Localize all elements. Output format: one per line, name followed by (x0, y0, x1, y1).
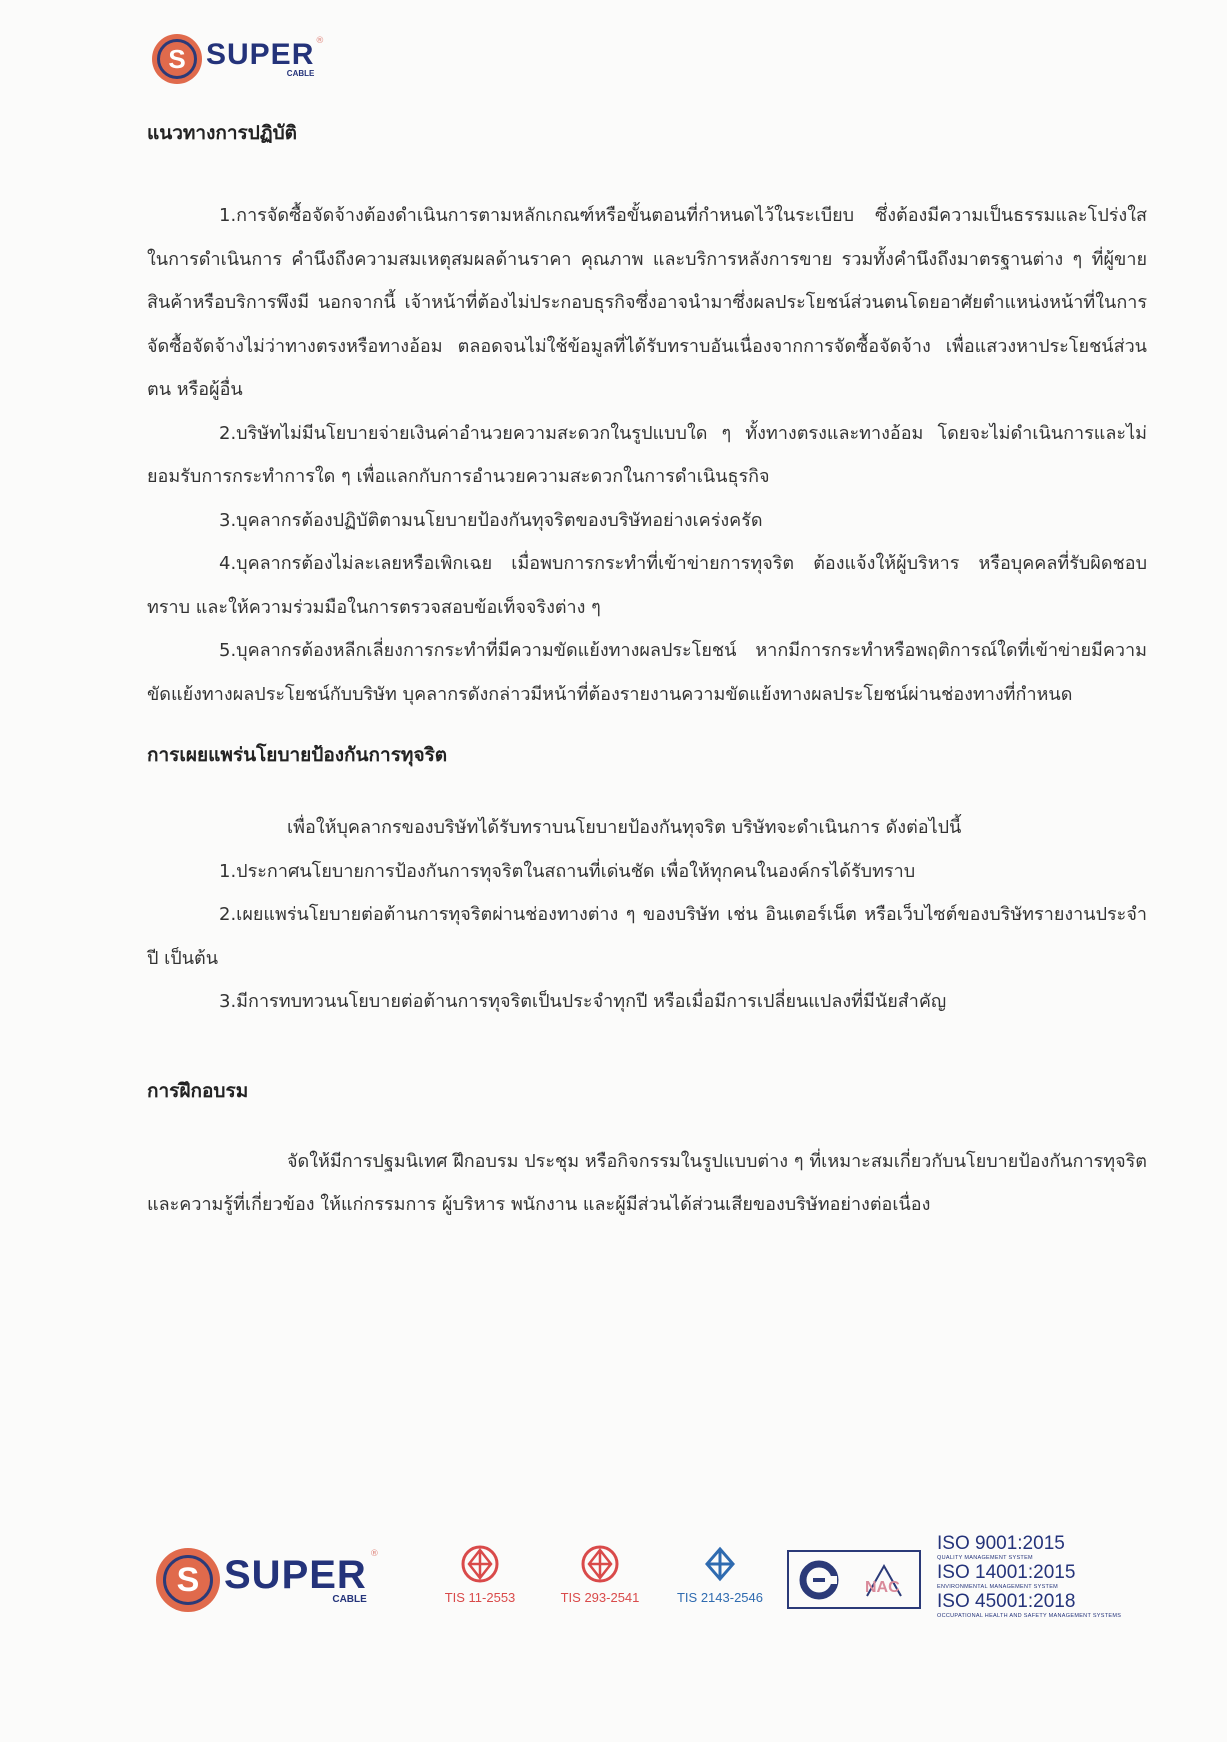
practice-item-4: 4.บุคลากรต้องไม่ละเลยหรือเพิกเฉย เมื่อพบการกระทำที่เข้าข่ายการทุจริต ต้องแจ้งให้ผู้บริหาร หรือบุคคลที่รับผิดชอบทราบ และให้ความร่วมมือในการตรวจสอบข้อเท็จจริงต่าง ๆ (147, 553, 1147, 618)
tis-standard-mark-icon (580, 1544, 620, 1584)
tis-standard-mark-icon (460, 1544, 500, 1584)
brand-name: SUPER (206, 38, 315, 71)
tis-cert-1: TIS 11-2553 (430, 1544, 530, 1605)
practice-item-3: 3.บุคลากรต้องปฏิบัติตามนโยบายป้องกันทุจริตของบริษัทอย่างเคร่งครัด (219, 509, 763, 531)
iso-45001: ISO 45001:2018 OCCUPATIONAL HEALTH AND SAFETY MANAGEMENT SYSTEMS (937, 1591, 1122, 1619)
section-heading-training: การฝึกอบรม (147, 1079, 249, 1102)
registered-mark: ® (315, 36, 325, 46)
tis-cert-2: TIS 293-2541 (550, 1544, 650, 1605)
tis-standard-mark-icon (700, 1544, 740, 1584)
iso-9001: ISO 9001:2015 QUALITY MANAGEMENT SYSTEM (937, 1533, 1065, 1561)
practice-item-1: 1.การจัดซื้อจัดจ้างต้องดำเนินการตามหลักเกณฑ์หรือขั้นตอนที่กำหนดไว้ในระเบียบ ซึ่งต้องมีความเป็นธรรมและโปร่งใสในการดำเนินการ คำนึงถึงความสมเหตุสมผลด้านราคา คุณภาพ และบริการหลังการขาย รวมทั้งคำนึงถึงมาตรฐานต่าง ๆ ที่ผู้ขายสินค้าหรือบริการพึงมี นอกจากนี้ เจ้าหน้าที่ต้องไม่ประกอบธุรกิจซึ่งอาจนำมาซึ่งผลประโยชน์ส่วนตนโดยอาศัยตำแหน่งหน้าที่ในการจัดซื้อจัดจ้างไม่ว่าทางตรงหรือทางอ้อม ตลอดจนไม่ใช้ข้อมูลที่ได้รับทราบอันเนื่องจากการจัดซื้อจัดจ้าง เพื่อแสวงหาประโยชน์ส่วนตน หรือผู้อื่น (147, 205, 1147, 400)
dissemination-item-2: 2.เผยแพร่นโยบายต่อต้านการทุจริตผ่านช่องทางต่าง ๆ ของบริษัท เช่น อินเตอร์เน็ต หรือเว็บไซต์ของบริษัทรายงานประจำปี เป็นต้น (147, 904, 1147, 969)
document-body (147, 118, 1147, 1227)
super-cable-s-icon: S (152, 34, 202, 84)
brand-sub: CABLE (332, 1594, 367, 1605)
iso-14001: ISO 14001:2015 ENVIRONMENTAL MANAGEMENT SYSTEM (937, 1562, 1076, 1590)
dissemination-intro: เพื่อให้บุคลากรของบริษัทได้รับทราบนโยบายป้องกันทุจริต บริษัทจะดำเนินการ ดังต่อไปนี้ (287, 817, 962, 838)
practice-item-5: 5.บุคลากรต้องหลีกเลี่ยงการกระทำที่มีความขัดแย้งทางผลประโยชน์ หากมีการกระทำหรือพฤติการณ์ใดที่เข้าข่ายมีความขัดแย้งทางผลประโยชน์กับบริษัท บุคลากรดังกล่าวมีหน้าที่ต้องรายงานความขัดแย้งทางผลประโยชน์ผ่านช่องทางที่กำหนด (147, 640, 1147, 705)
certification-body-c-icon (799, 1560, 839, 1600)
super-cable-s-icon: S (156, 1548, 220, 1612)
dissemination-item-1: 1.ประกาศนโยบายการป้องกันการทุจริตในสถานที่เด่นชัด เพื่อให้ทุกคนในองค์กรได้รับทราบ (219, 860, 916, 882)
dissemination-item-3: 3.มีการทบทวนนโยบายต่อต้านการทุจริตเป็นประจำทุกปี หรือเมื่อมีการเปลี่ยนแปลงที่มีนัยสำคัญ (219, 991, 947, 1012)
tis-certifications (430, 1544, 770, 1605)
practice-item-2: 2.บริษัทไม่มีนโยบายจ่ายเงินค่าอำนวยความสะดวกในรูปแบบใด ๆ ทั้งทางตรงและทางอ้อม โดยจะไม่ดำเนินการและไม่ยอมรับการกระทำการใด ๆ เพื่อแลกกับการอำนวยความสะดวกในการดำเนินธุรกิจ (147, 422, 1147, 487)
brand-name: SUPER (224, 1553, 367, 1597)
svg-text:NAC: NAC (865, 1578, 900, 1596)
registered-mark: ® (369, 1549, 379, 1559)
iso-certifications (937, 1534, 1121, 1621)
certification-box (787, 1550, 921, 1609)
header-logo (152, 34, 325, 84)
footer-logo (156, 1548, 379, 1612)
brand-sub: CABLE (286, 69, 315, 78)
training-paragraph: จัดให้มีการปฐมนิเทศ ฝึกอบรม ประชุม หรือกิจกรรมในรูปแบบต่าง ๆ ที่เหมาะสมเกี่ยวกับนโยบายป้องกันการทุจริตและความรู้ที่เกี่ยวข้อง ให้แก่กรรมการ ผู้บริหาร พนักงาน และผู้มีส่วนได้ส่วนเสียของบริษัทอย่างต่อเนื่อง (147, 1150, 1147, 1215)
nac-icon (859, 1562, 909, 1598)
section-heading-practice: แนวทางการปฏิบัติ (147, 122, 297, 144)
tis-cert-3: TIS 2143-2546 (670, 1544, 770, 1605)
section-heading-dissemination: การเผยแพร่นโยบายป้องกันการทุจริต (147, 744, 448, 766)
